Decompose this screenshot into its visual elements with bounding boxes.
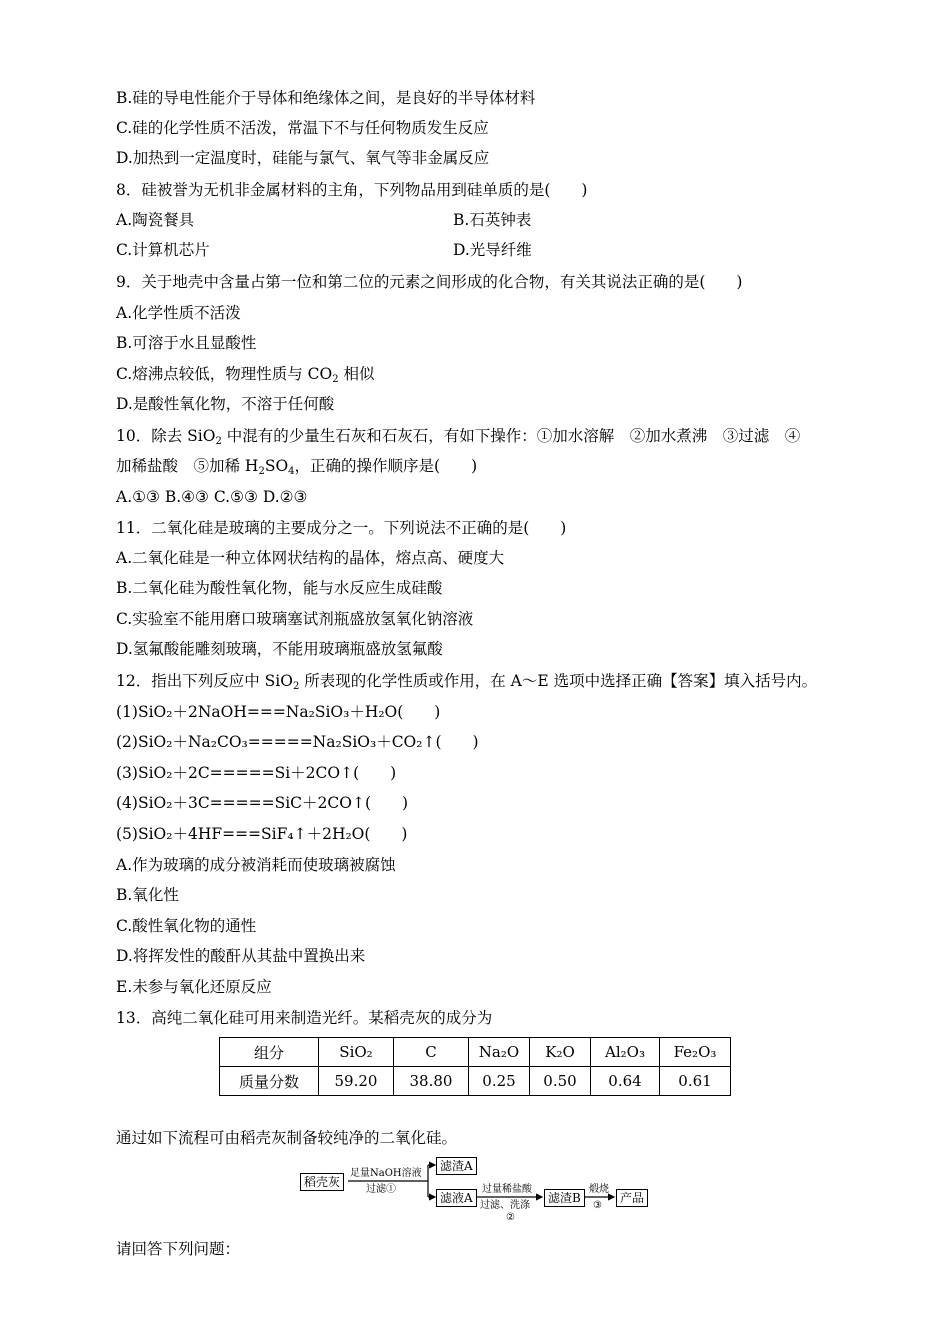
table-header-cell: C — [394, 1038, 469, 1067]
process-flow-diagram — [300, 1155, 650, 1223]
q12-reaction-2: (2)SiO₂＋Na₂CO₃=====Na₂SiO₃＋CO₂↑( ) — [116, 733, 479, 751]
q10-stem: 10．除去 SiO$_2$ 中混有的少量生石灰和石灰石，有如下操作：①加水溶解 ②加水煮沸 ③过滤 ④ — [116, 427, 801, 447]
table-header-cell: K₂O — [530, 1038, 591, 1067]
q12-option-e: E.未参与氧化还原反应 — [116, 978, 272, 996]
table-cell: 0.25 — [469, 1067, 530, 1096]
table-header-cell: SiO₂ — [319, 1038, 394, 1067]
flow-box-residue-a: 滤渣A — [436, 1157, 477, 1175]
table-header-cell: Na₂O — [469, 1038, 530, 1067]
q9-option-d: D.是酸性氧化物，不溶于任何酸 — [116, 395, 335, 413]
flow-intro: 通过如下流程可由稻壳灰制备较纯净的二氧化硅。 — [116, 1129, 458, 1147]
q10-stem-cont: 加稀盐酸 ⑤加稀 $H_2SO_4$，正确的操作顺序是( ) — [116, 457, 478, 477]
flow-label-step2-num: ② — [506, 1212, 515, 1223]
q12-reaction-4: (4)SiO₂＋3C=====SiC＋2CO↑( ) — [116, 794, 409, 812]
q9-option-c: C.熔沸点较低，物理性质与 $CO_2$ 相似 — [116, 365, 375, 385]
q9-option-b: B.可溶于水且显酸性 — [116, 334, 257, 352]
table-cell: 59.20 — [319, 1067, 394, 1096]
flow-label-step1-bottom: 过滤① — [366, 1184, 396, 1195]
q11-stem: 11．二氧化硅是玻璃的主要成分之一。下列说法不正确的是( ) — [116, 519, 567, 537]
table-cell: 质量分数 — [220, 1067, 319, 1096]
q8-option-a: A.陶瓷餐具 — [116, 211, 195, 229]
flow-box-filtrate-a: 滤液A — [436, 1189, 477, 1207]
q11-option-c: C.实验室不能用磨口玻璃塞试剂瓶盛放氢氧化钠溶液 — [116, 610, 474, 628]
q12-option-a: A.作为玻璃的成分被消耗而使玻璃被腐蚀 — [116, 856, 396, 874]
q9-stem: 9．关于地壳中含量占第一位和第二位的元素之间形成的化合物，有关其说法正确的是( ) — [116, 273, 743, 291]
q12-reaction-1: (1)SiO₂＋2NaOH===Na₂SiO₃＋H₂O( ) — [116, 703, 441, 721]
flow-box-start: 稻壳灰 — [300, 1173, 344, 1191]
q8-option-c: C.计算机芯片 — [116, 241, 210, 259]
q12-option-c: C.酸性氧化物的通性 — [116, 917, 257, 935]
question-prompt: 请回答下列问题： — [116, 1240, 241, 1258]
q11-option-a: A.二氧化硅是一种立体网状结构的晶体，熔点高、硬度大 — [116, 549, 505, 567]
table-cell: 0.50 — [530, 1067, 591, 1096]
table-row — [220, 1067, 731, 1096]
table-cell: 0.61 — [660, 1067, 731, 1096]
flow-label-step2-bottom: 过滤、洗涤 — [480, 1200, 530, 1211]
q7-option-c: C.硅的化学性质不活泼，常温下不与任何物质发生反应 — [116, 119, 489, 137]
q7-option-d: D.加热到一定温度时，硅能与氯气、氧气等非金属反应 — [116, 149, 490, 167]
flow-box-residue-b: 滤渣B — [544, 1189, 585, 1207]
q12-option-d: D.将挥发性的酸酐从其盐中置换出来 — [116, 947, 366, 965]
flow-label-step2-top: 过量稀盐酸 — [482, 1184, 532, 1195]
q11-option-b: B.二氧化硅为酸性氧化物，能与水反应生成硅酸 — [116, 579, 443, 597]
q11-option-d: D.氢氟酸能雕刻玻璃，不能用玻璃瓶盛放氢氟酸 — [116, 640, 443, 658]
q13-stem: 13．高纯二氧化硅可用来制造光纤。某稻壳灰的成分为 — [116, 1009, 493, 1027]
table-header-cell: 组分 — [220, 1038, 319, 1067]
table-header-cell: Al₂O₃ — [591, 1038, 660, 1067]
composition-table — [219, 1037, 731, 1096]
flow-label-step3-top: 煅烧 — [589, 1184, 609, 1195]
q8-stem: 8．硅被誉为无机非金属材料的主角，下列物品用到硅单质的是( ) — [116, 181, 588, 199]
flow-box-product: 产品 — [616, 1189, 648, 1207]
q8-option-d: D.光导纤维 — [453, 241, 532, 259]
q12-reaction-3: (3)SiO₂＋2C=====Si＋2CO↑( ) — [116, 764, 397, 782]
table-header-cell: Fe₂O₃ — [660, 1038, 731, 1067]
q12-option-b: B.氧化性 — [116, 886, 179, 904]
q7-option-b: B.硅的导电性能介于导体和绝缘体之间，是良好的半导体材料 — [116, 89, 536, 107]
q12-reaction-5: (5)SiO₂＋4HF===SiF₄↑＋2H₂O( ) — [116, 825, 408, 843]
table-header-row — [220, 1038, 731, 1067]
q9-option-a: A.化学性质不活泼 — [116, 304, 241, 322]
flow-label-step3-bottom: ③ — [593, 1200, 602, 1211]
table-cell: 0.64 — [591, 1067, 660, 1096]
flow-label-step1-top: 足量NaOH溶液 — [350, 1168, 422, 1179]
q12-stem: 12．指出下列反应中 SiO$_2$ 所表现的化学性质或作用，在 A～E 选项中选择正确【答案】填入括号内。 — [116, 672, 818, 692]
q8-option-b: B.石英钟表 — [453, 211, 532, 229]
table-cell: 38.80 — [394, 1067, 469, 1096]
q10-options: A.①③ B.④③ C.⑤③ D.②③ — [116, 488, 308, 506]
